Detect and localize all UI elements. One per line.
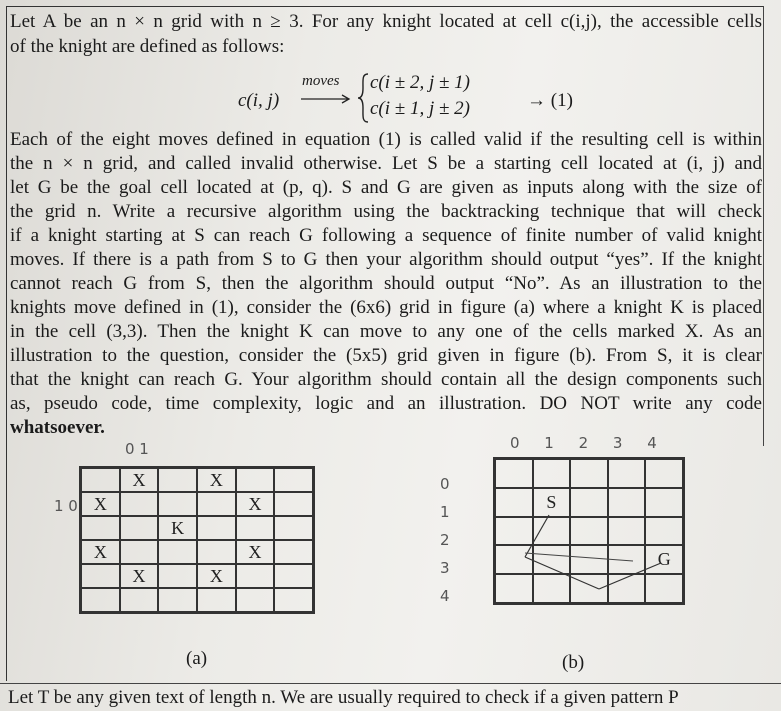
figure-a-cell-5-5: [274, 588, 313, 612]
figure-a-cell-3-2: [158, 540, 197, 564]
figure-a-cell-1-0: X: [81, 492, 120, 516]
figure-a-cell-1-2: [158, 492, 197, 516]
figure-a-handwritten-left: 1 0: [54, 497, 78, 515]
figure-a-cell-2-4: [236, 516, 275, 540]
next-question-text: Let T be any given text of length n. We are usually required to check if a given pattern P: [8, 687, 679, 708]
box-border-top: [6, 6, 764, 7]
figure-a-cell-5-1: [120, 588, 159, 612]
figure-a-cell-2-5: [274, 516, 313, 540]
figure-a-grid: [79, 466, 315, 614]
figure-b-path-lines: [493, 457, 685, 605]
paragraph2-line-1: Each of the eight moves defined in equation (1) is called valid if the resulting cell is within: [10, 129, 762, 150]
paragraph2-line-9: in the cell (3,3). Then the knight K can move to any one of the cells marked X. As an: [10, 321, 762, 342]
figure-a-cell-0-1: X: [120, 468, 159, 492]
figure-a-cell-4-3: X: [197, 564, 236, 588]
figure-a-cell-0-2: [158, 468, 197, 492]
figure-a-cell-4-1: X: [120, 564, 159, 588]
figure-a-cell-2-2: K: [158, 516, 197, 540]
paragraph2-line-12: as, pseudo code, time complexity, logic and an illustration. DO NOT write any code: [10, 393, 762, 414]
figure-a-cell-4-0: [81, 564, 120, 588]
figure-a-cell-4-4: [236, 564, 275, 588]
paragraph1-line-2: of the knight are defined as follows:: [10, 36, 285, 57]
figure-a-cell-2-1: [120, 516, 159, 540]
figure-a-caption: (a): [186, 648, 208, 669]
figure-b-handwritten-left: 0 1 2 3 4: [440, 475, 470, 605]
paragraph2-line-8: knights move defined in (1), consider the (6x6) grid in figure (a) where a knight K is placed: [10, 297, 762, 318]
figure-b-cell-1-1: S: [533, 488, 571, 517]
paragraph2-line-2: the n × n grid, and called invalid otherwise. Let S be a starting cell located at (i, j) and: [10, 153, 762, 174]
figure-a-handwritten-top: 0 1: [125, 440, 149, 458]
box-border-bottom: [0, 683, 781, 684]
figure-a-cell-3-5: [274, 540, 313, 564]
figure-a-cell-2-3: [197, 516, 236, 540]
paragraph2-line-5: if a knight starting at S can reach G following a sequence of finite number of valid knight: [10, 225, 762, 246]
figure-a-cell-3-4: X: [236, 540, 275, 564]
figure-b-handwritten-top: 0 1 2 3 4: [510, 434, 667, 452]
paragraph1-line-1: Let A be an n × n grid with n ≥ 3. For any knight located at cell c(i,j), the accessible cells: [10, 11, 762, 32]
figure-a-cell-5-0: [81, 588, 120, 612]
paragraph2-line-7: cannot reach G from S, then the algorithm should output “No”. As an illustration to the: [10, 273, 762, 294]
figure-a-cell-1-3: [197, 492, 236, 516]
figure-a-cell-0-3: X: [197, 468, 236, 492]
figure-a-cell-3-3: [197, 540, 236, 564]
figure-a-cell-4-5: [274, 564, 313, 588]
figure-a-cell-5-2: [158, 588, 197, 612]
figure-a-cell-5-3: [197, 588, 236, 612]
box-border-left: [6, 6, 7, 681]
figure-a-cell-1-1: [120, 492, 159, 516]
figure-a-cell-0-0: [81, 468, 120, 492]
equation-case2: c(i ± 1, j ± 2): [370, 98, 471, 119]
figure-a-cell-0-4: [236, 468, 275, 492]
figure-a-cell-2-0: [81, 516, 120, 540]
equation-brace: [356, 72, 370, 124]
paragraph2-line-4: the grid n. Write a recursive algorithm using the backtracking technique that will check: [10, 201, 762, 222]
paragraph2-line-10: illustration to the question, consider the (5x5) grid given in figure (b). From S, it is clear: [10, 345, 762, 366]
equation-lhs: c(i, j): [238, 90, 280, 111]
figure-b-caption: (b): [562, 652, 585, 673]
equation-case1: c(i ± 2, j ± 1): [370, 72, 471, 93]
figure-a-cell-4-2: [158, 564, 197, 588]
box-border-right: [763, 6, 764, 446]
paragraph2-line-11: that the knight can reach G. Your algorithm should contain all the design components such: [10, 369, 762, 390]
figure-a-cell-1-5: [274, 492, 313, 516]
equation-arrow: [300, 92, 352, 106]
paragraph2-line-6: moves. If there is a path from S to G then your algorithm should output “yes”. If the knight: [10, 249, 762, 270]
paragraph2-line-13: whatsoever.: [10, 417, 105, 438]
equation-arrow-label: moves: [302, 73, 340, 89]
paragraph2-line-3: let G be the goal cell located at (p, q). S and G are given as inputs along with the size of: [10, 177, 762, 198]
figure-a-cell-5-4: [236, 588, 275, 612]
figure-a-cell-3-0: X: [81, 540, 120, 564]
figure-a-cell-1-4: X: [236, 492, 275, 516]
figure-a-cell-0-5: [274, 468, 313, 492]
figure-b-cell-3-4: G: [645, 545, 683, 574]
equation-ref: → (1): [527, 90, 573, 111]
figure-a-cell-3-1: [120, 540, 159, 564]
